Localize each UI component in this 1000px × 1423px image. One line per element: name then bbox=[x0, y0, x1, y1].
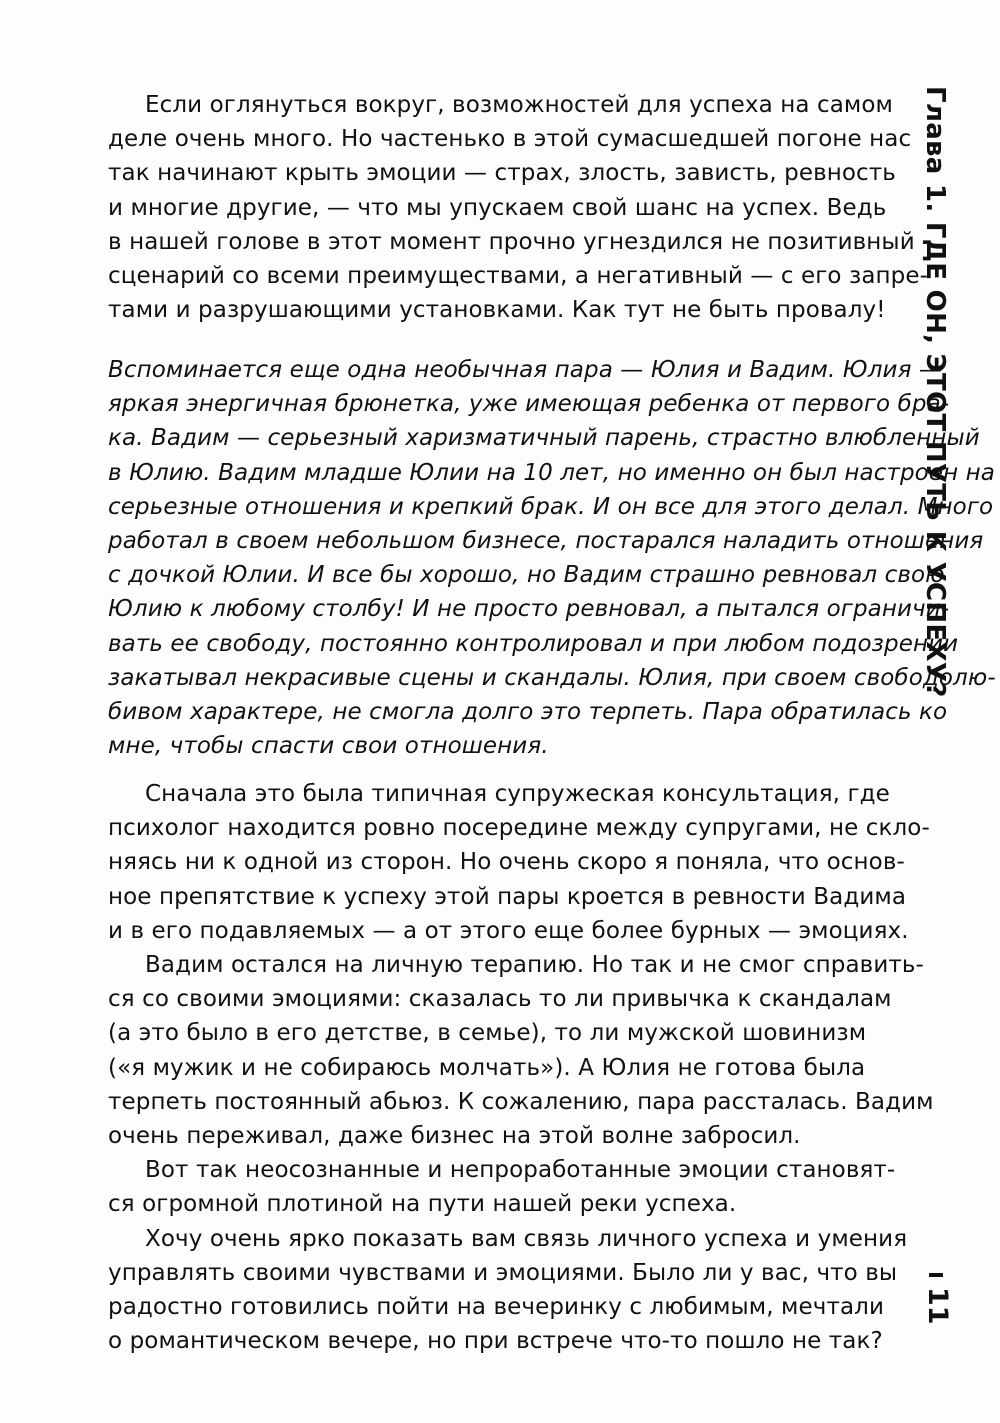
text-line: очень переживал, даже бизнес на этой волне забросил. bbox=[108, 1123, 801, 1150]
text-line: и многие другие, — что мы упускаем свой шанс на успех. Ведь bbox=[108, 194, 887, 221]
text-line: серьезные отношения и крепкий брак. И он все для этого делал. Много bbox=[108, 493, 994, 520]
text-line: работал в своем небольшом бизнесе, постарался наладить отношения bbox=[108, 528, 984, 555]
text-line: закатывал некрасивые сцены и скандалы. Юлия, при своем свободолю- bbox=[108, 664, 996, 691]
text-line: ка. Вадим — серьезный харизматичный парень, страстно влюбленный bbox=[108, 425, 980, 452]
text-line: мне, чтобы спасти свои отношения. bbox=[108, 733, 549, 760]
text-line: управлять своими чувствами и эмоциями. Было ли у вас, что вы bbox=[108, 1259, 898, 1286]
chapter-running-head: Глава 1. ГДЕ ОН, ЭТОТ ПУТЬ К УСПЕХУ? bbox=[920, 86, 950, 698]
page-number-container bbox=[918, 1273, 954, 1363]
text-line: психолог находится ровно посередине между супругами, не скло- bbox=[108, 815, 930, 842]
text-line: Вспоминается еще одна необычная пара — Юлия и Вадим. Юлия — bbox=[108, 357, 943, 383]
text-line: вать ее свободу, постоянно контролировал и при любом подозрении bbox=[108, 630, 959, 657]
text-line: яркая энергичная брюнетка, уже имеющая ребенка от первого бра- bbox=[108, 391, 950, 418]
text-line: Вадим остался на личную терапию. Но так и не смог справить- bbox=[145, 952, 924, 979]
running-head-container bbox=[916, 86, 952, 698]
text-line: и в его подавляемых — а от этого еще более бурных — эмоциях. bbox=[108, 917, 909, 944]
page-number-rule bbox=[929, 1273, 943, 1277]
text-line: Хочу очень ярко показать вам связь личного успеха и умения bbox=[145, 1225, 908, 1252]
paragraph-1 bbox=[108, 88, 929, 327]
paragraph-2 bbox=[108, 777, 934, 1358]
page-number: 11 bbox=[922, 1287, 953, 1325]
text-line: о романтическом вечере, но при встрече что-то пошло не так? bbox=[108, 1328, 883, 1355]
text-line: Сначала это была типичная супружеская консультация, где bbox=[145, 781, 890, 807]
text-line: ное препятствие к успеху этой пары кроется в ревности Вадима bbox=[108, 883, 907, 910]
text-line: радостно готовились пойти на вечеринку с любимым, мечтали bbox=[108, 1294, 884, 1321]
text-line: сценарий со всеми преимуществами, а негативный — с его запре- bbox=[108, 263, 929, 290]
text-line: в нашей голове в этот момент прочно угнездился не позитивный bbox=[108, 228, 915, 255]
text-line: деле очень много. Но частенько в этой сумасшедшей погоне нас bbox=[108, 126, 912, 153]
text-line: тами и разрушающими установками. Как тут не быть провалу! bbox=[108, 297, 886, 324]
text-line: терпеть постоянный абьюз. К сожалению, пара рассталась. Вадим bbox=[108, 1088, 934, 1115]
text-line: в Юлию. Вадим младше Юлии на 10 лет, но именно он был настроен на bbox=[108, 459, 995, 486]
text-line: Вот так неосознанные и непроработанные эмоции становят- bbox=[145, 1157, 896, 1184]
text-line: так начинают крыть эмоции — страх, злость, зависть, ревность bbox=[108, 160, 896, 187]
text-line: няясь ни к одной из сторон. Но очень скоро я поняла, что основ- bbox=[108, 849, 905, 876]
text-line: бивом характере, не смогла долго это терпеть. Пара обратилась ко bbox=[108, 699, 948, 726]
text-line: с дочкой Юлии. И все бы хорошо, но Вадим страшно ревновал свою bbox=[108, 562, 945, 589]
text-line: Если оглянуться вокруг, возможностей для успеха на самом bbox=[145, 92, 893, 118]
text-line: ся со своими эмоциями: сказалась то ли привычка к скандалам bbox=[108, 986, 892, 1013]
text-line: ся огромной плотиной на пути нашей реки успеха. bbox=[108, 1191, 737, 1218]
text-line: («я мужик и не собираюсь молчать»). А Юлия не готова была bbox=[108, 1054, 866, 1081]
text-line: Юлию к любому столбу! И не просто ревновал, а пытался ограничи- bbox=[108, 596, 950, 623]
text-line: (а это было в его детстве, в семье), то ли мужской шовинизм bbox=[108, 1020, 867, 1047]
